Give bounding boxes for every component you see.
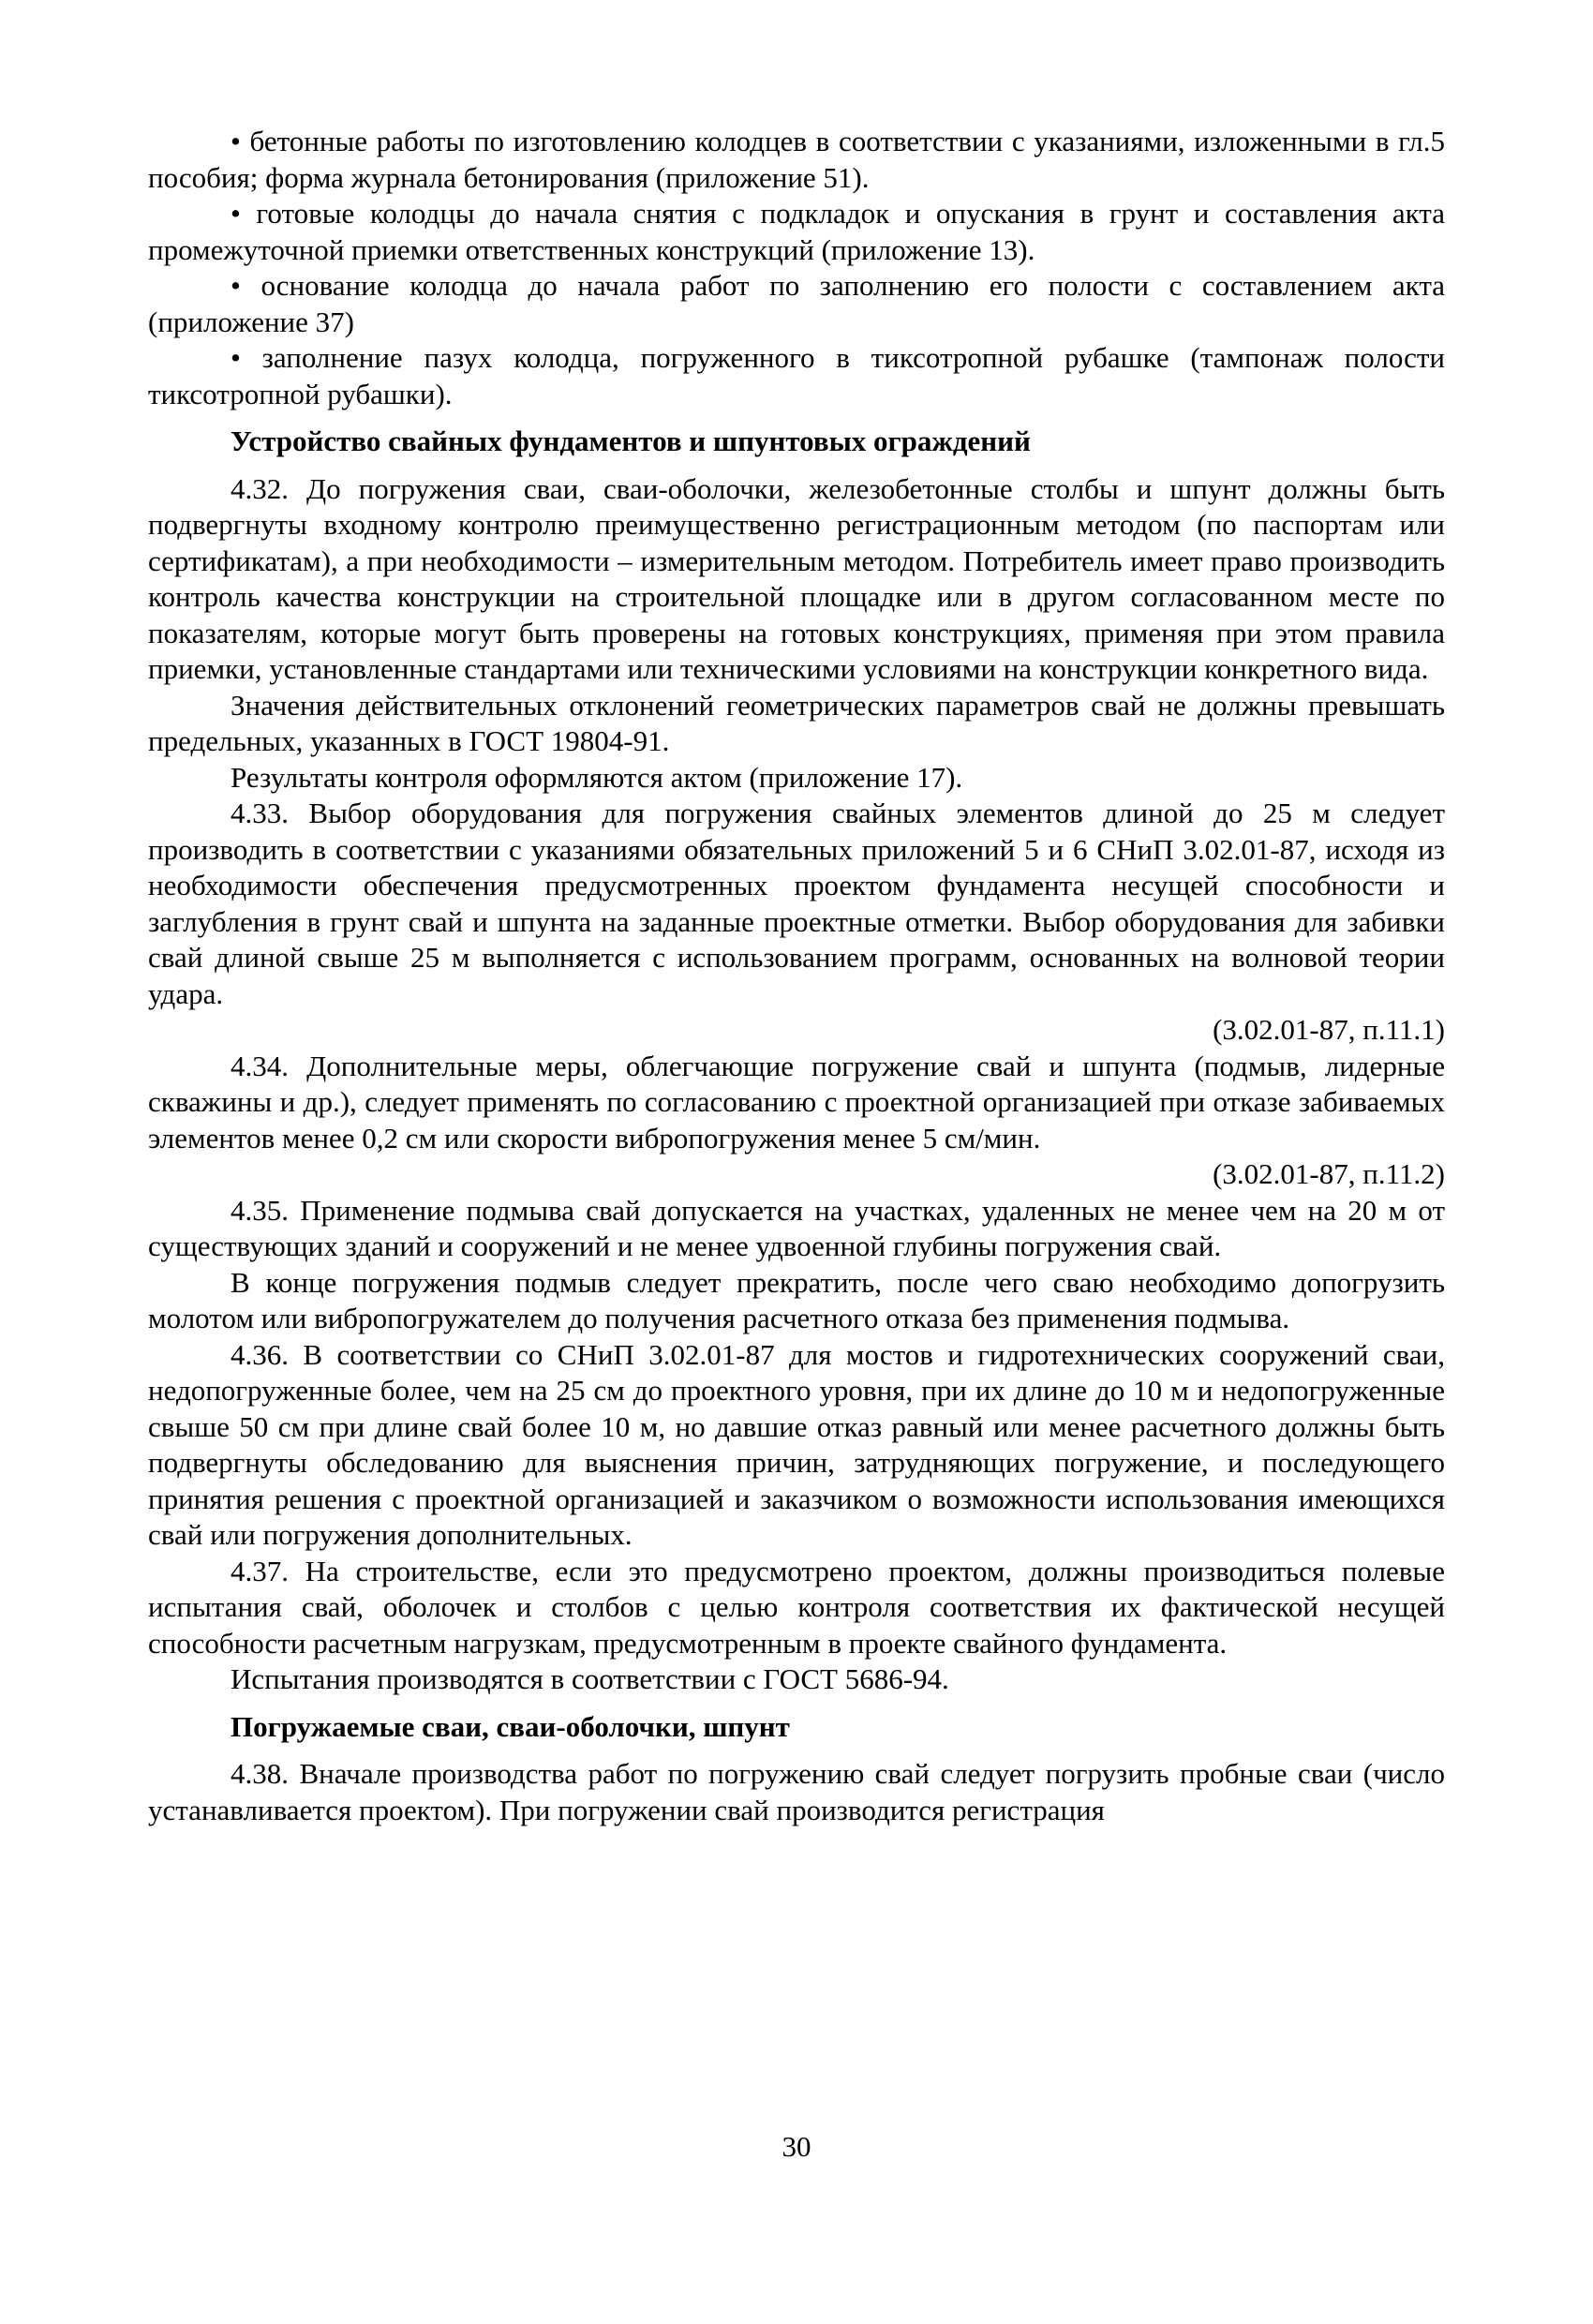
paragraph: В конце погружения подмыв следует прекратить, после чего сваю необходимо допогрузить молотом или вибропогружателем до получения расчетного отказа без применения подмыва. [148, 1265, 1445, 1334]
paragraph-4-35: 4.35. Применение подмыва свай допускается на участках, удаленных не менее чем на 20 м от существующих зданий и сооружений и не менее удвоенной глубины погружения свай. [148, 1193, 1445, 1262]
bullet-item: • бетонные работы по изготовлению колодцев в соответствии с указаниями, изложенными в гл.5 пособия; форма журнала бетонирования (приложение 51). [148, 124, 1445, 196]
bullet-item: • основание колодца до начала работ по заполнению его полости с составлением акта (приложение 37) [148, 268, 1445, 340]
paragraph-4-33: 4.33. Выбор оборудования для погружения свайных элементов длиной до 25 м следует производить в соответствии с указаниями обязательных приложений 5 и 6 СНиП 3.02.01-87, исходя из необходимости обеспечения предусмотренных проектом фундамента несущей способности и заглубления в грунт свай и шпунта на заданные проектные отметки. Выбор оборудования для забивки свай длиной свыше 25 м выполняется с использованием программ, основанных на волновой теории удара. [148, 797, 1445, 1010]
section-heading: Погружаемые сваи, сваи-оболочки, шпунт [231, 1709, 790, 1743]
section-heading: Устройство свайных фундаментов и шпунтовых ограждений [231, 425, 1031, 457]
paragraph-4-37: 4.37. На строительстве, если это предусмотрено проектом, должны производиться полевые испытания свай, оболочек и столбов с целью контроля соответствия их фактической несущей способности расчетным нагрузкам, предусмотренным в проекте свайного фундамента. [148, 1554, 1445, 1660]
paragraph-4-32: 4.32. До погружения сваи, сваи-оболочки, железобетонные столбы и шпунт должны быть подвергнуты входному контролю преимущественно регистрационным методом (по паспортам или сертификатам), а при необходимости – измерительным методом. Потребитель имеет право производить контроль качества конструкции на строительной площадке или в другом согласованном месте по показателям, которые могут быть проверены на готовых конструкциях, применяя при этом правила приемки, установленные стандартами или техническими условиями на конструкции конкретного вида. [148, 471, 1445, 685]
bullet-item: • заполнение пазух колодца, погруженного в тиксотропной рубашке (тампонаж полости тиксотропной рубашки). [148, 340, 1445, 412]
page-number: 30 [782, 2130, 811, 2163]
paragraph-4-38: 4.38. Вначале производства работ по погружению свай следует погрузить пробные сваи (число устанавливается проектом). При погружении свай производится регистрация [148, 1757, 1445, 1826]
reference-note: (3.02.01-87, п.11.2) [1213, 1157, 1445, 1190]
page-body [148, 124, 1445, 1828]
paragraph-4-36: 4.36. В соответствии со СНиП 3.02.01-87 для мостов и гидротехнических сооружений сваи, недопогруженные более, чем на 25 см до проектного уровня, при их длине до 10 м и недопогруженные свыше 50 см при длине свай более 10 м, но давшие отказ равный или менее расчетного должны быть подвергнуты обследованию для выяснения причин, затрудняющих погружение, и последующего принятия решения с проектной организацией и заказчиком о возможности использования имеющихся свай или погружения дополнительных. [148, 1337, 1445, 1551]
paragraph-4-34: 4.34. Дополнительные меры, облегчающие погружение свай и шпунта (подмыв, лидерные скважины и др.), следует применять по согласованию с проектной организацией при отказе забиваемых элементов менее 0,2 см или скорости вибропогружения менее 5 см/мин. [148, 1049, 1445, 1155]
reference-note: (3.02.01-87, п.11.1) [1213, 1013, 1445, 1046]
paragraph: Значения действительных отклонений геометрических параметров свай не должны превышать предельных, указанных в ГОСТ 19804-91. [148, 688, 1445, 757]
bullet-item: • готовые колодцы до начала снятия с подкладок и опускания в грунт и составления акта промежуточной приемки ответственных конструкций (приложение 13). [148, 196, 1445, 268]
paragraph: Результаты контроля оформляются актом (приложение 17). [231, 760, 963, 794]
paragraph: Испытания производятся в соответствии с ГОСТ 5686-94. [231, 1662, 949, 1695]
